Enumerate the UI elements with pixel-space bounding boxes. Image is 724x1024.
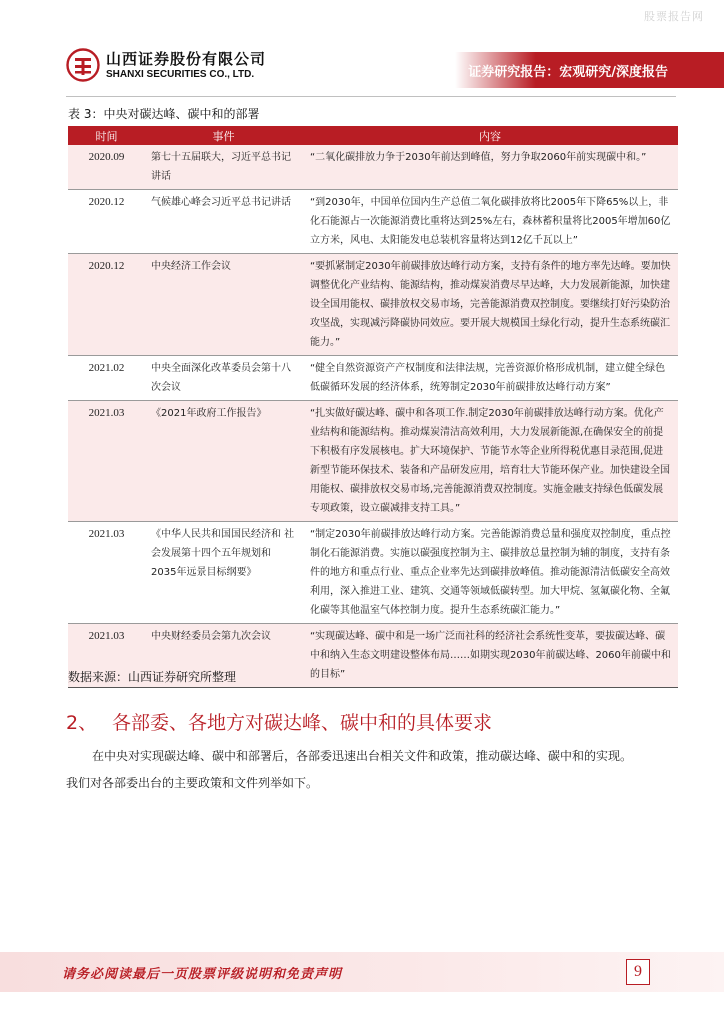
cell-time: 2020.12 xyxy=(68,190,145,254)
cell-event: 《2021年政府工作报告》 xyxy=(145,401,302,522)
cell-content: “制定2030年前碳排放达峰行动方案。完善能源消费总量和强度双控制度，重点控制化石能源消费。实施以碳强度控制为主、碳排放总量控制为辅的制度，支持有条件的地方和重点行业、重点企业率先达到碳排放峰值。推动能源清洁低碳安全高效利用，深入推进工业、建筑、交通等领域低碳转型。加大甲烷、氢氟碳化物、全氟化碳等其他温室气体控制力度。提升生态系统碳汇能力。” xyxy=(302,522,678,624)
cell-event: 《中华人民共和国国民经济和 社会发展第十四个五年规划和2035年远景目标纲要》 xyxy=(145,522,302,624)
page-header xyxy=(0,38,724,94)
cell-time: 2020.12 xyxy=(68,254,145,356)
table-row xyxy=(68,145,678,190)
table-row xyxy=(68,190,678,254)
column-header-content: 内容 xyxy=(302,126,678,145)
table-row xyxy=(68,356,678,401)
table-row xyxy=(68,522,678,624)
cell-event: 气候雄心峰会习近平总书记讲话 xyxy=(145,190,302,254)
page-number: 9 xyxy=(626,959,650,985)
cell-content: “实现碳达峰、碳中和是一场广泛而社科的经济社会系统性变革，要拔碳达峰、碳中和纳入生态文明建设整体布局……如期实现2030年前碳达峰、2060年前碳中和的目标” xyxy=(302,624,678,688)
cell-content: “要抓紧制定2030年前碳排放达峰行动方案，支持有条件的地方率先达峰。要加快调整优化产业结构、能源结构，推动煤炭消费尽早达峰，大力发展新能源，加快建设全国用能权、碳排放权交易市场，完善能源消费双控制度。要继续打好污染防治攻坚战，实现减污降碳协同效应。要开展大规模国土绿化行动，提升生态系统碳汇能力。” xyxy=(302,254,678,356)
header-divider xyxy=(66,96,676,97)
cell-time: 2021.03 xyxy=(68,522,145,624)
column-header-event: 事件 xyxy=(145,126,302,145)
section-title: 各部委、各地方对碳达峰、碳中和的具体要求 xyxy=(112,712,493,734)
company-logo xyxy=(66,48,266,82)
company-logo-icon xyxy=(66,48,100,82)
company-name-en: SHANXI SECURITIES CO., LTD. xyxy=(106,68,255,80)
table-header-row xyxy=(68,126,678,145)
cell-time: 2021.03 xyxy=(68,624,145,688)
cell-time: 2020.09 xyxy=(68,145,145,190)
company-name-cn: 山西证券股份有限公司 xyxy=(106,49,267,68)
column-header-time: 时间 xyxy=(68,126,145,145)
section-heading xyxy=(66,708,492,735)
page-footer xyxy=(0,952,724,992)
cell-time: 2021.02 xyxy=(68,356,145,401)
cell-time: 2021.03 xyxy=(68,401,145,522)
cell-content: “健全自然资源资产产权制度和法律法规，完善资源价格形成机制，建立健全绿色低碳循环发展的经济体系，统筹制定2030年前碳排放达峰行动方案” xyxy=(302,356,678,401)
cell-event: 中央全面深化改革委员会第十八次会议 xyxy=(145,356,302,401)
watermark: 股票报告网 xyxy=(644,10,704,23)
report-type: 证券研究报告：宏观研究/深度报告 xyxy=(468,65,668,80)
cell-event: 第七十五届联大，习近平总书记讲话 xyxy=(145,145,302,190)
data-source-note: 数据来源：山西证券研究所整理 xyxy=(68,670,237,684)
cell-event: 中央经济工作会议 xyxy=(145,254,302,356)
disclaimer-notice: 请务必阅读最后一页股票评级说明和免责声明 xyxy=(62,967,343,982)
cell-content: “到2030年，中国单位国内生产总值二氧化碳排放将比2005年下降65%以上，非化石能源占一次能源消费比重将达到25%左右，森林蓄积量将比2005年增加60亿立方米，风电、太阳能发电总装机容量将达到12亿千瓦以上” xyxy=(302,190,678,254)
body-paragraph-line-1: 在中央对实现碳达峰、碳中和部署后，各部委迅速出台相关文件和政策，推动碳达峰、碳中和的实现。 xyxy=(92,749,633,763)
section-number: 2、 xyxy=(66,712,98,734)
table-caption: 表 3：中央对碳达峰、碳中和的部署 xyxy=(68,107,260,121)
table-row xyxy=(68,401,678,522)
body-paragraph-line-2: 我们对各部委出台的主要政策和文件列举如下。 xyxy=(66,776,319,790)
cell-content: “二氧化碳排放力争于2030年前达到峰值，努力争取2060年前实现碳中和。” xyxy=(302,145,678,190)
table-row xyxy=(68,254,678,356)
cell-event: 中央财经委员会第九次会议 xyxy=(145,624,302,688)
cell-content: “扎实做好碳达峰、碳中和各项工作.制定2030年前碳排放达峰行动方案。优化产业结构和能源结构。推动煤炭清洁高效利用，大力发展新能源,在确保安全的前提下积极有序发展核电。扩大环境保护、节能节水等企业所得税优惠目录范围,促进新型节能环保技术、装备和产品研发应用，培育壮大节能环保产业。加快建设全国用能权、碳排放权交易市场,完善能源消费双控制度。实施金融支持绿色低碳发展专项政策，设立碳减排支持工具。” xyxy=(302,401,678,522)
deployment-table xyxy=(68,126,678,688)
report-type-banner xyxy=(455,52,724,88)
